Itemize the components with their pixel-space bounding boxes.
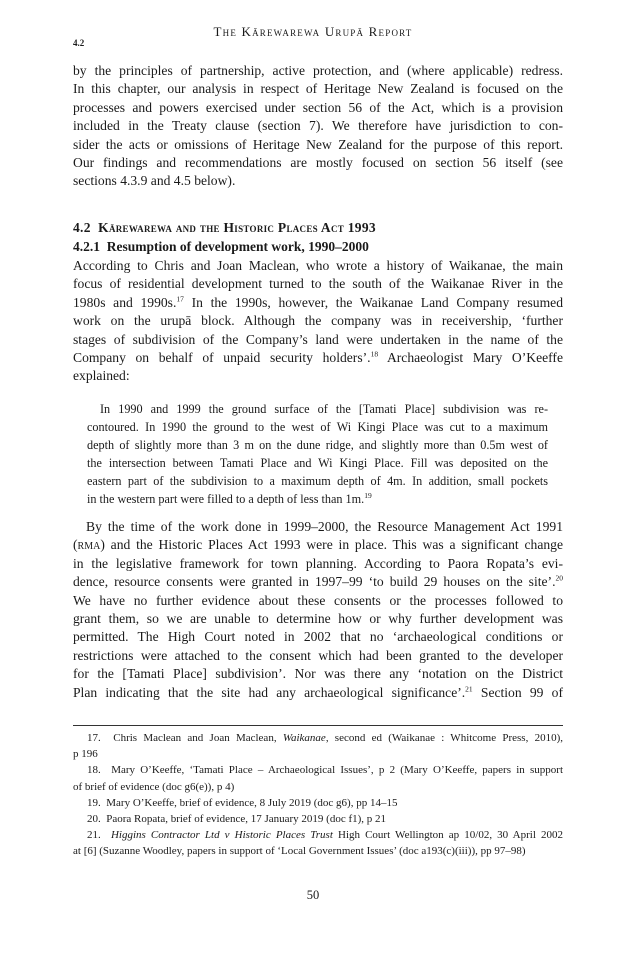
text-line: restrictions were attached to the consent which had been granted to the developer <box>73 647 563 663</box>
text-line: explained: <box>73 368 130 384</box>
text-line: in the legislative framework for town planning. According to Paora Ropata’s evi- <box>73 555 563 571</box>
footnote-divider <box>73 725 563 726</box>
footnotes <box>73 730 563 860</box>
text-line: Our findings and recommendations are mostly focused on section 56 itself (see <box>73 155 563 171</box>
text-line: included in the Treaty clause (section 7). We therefore have jurisdiction to con- <box>73 118 563 134</box>
footnote-number: 20. <box>87 813 101 826</box>
text-line: for the [Tamati Place] subdivision’. Nor was there any ‘notation on the District <box>73 666 563 682</box>
text-line: processes and powers exercised under section 56 of the Act, which is a provision <box>73 99 563 115</box>
text-line: eastern part of the subdivision to a maximum depth of 4m. In addition, small pockets <box>87 474 548 488</box>
footnote-19: 19. Mary O’Keeffe, brief of evidence, 8 July 2019 (doc g6), pp 14–15 <box>87 796 398 809</box>
subsection-number: 4.2.1 <box>73 239 100 254</box>
page-number: 50 <box>306 888 320 902</box>
text-line: permitted. The High Court noted in 2002 that no ‘archaeological conditions or <box>73 629 563 645</box>
text-line: sider the acts or omissions of Heritage New Zealand for the purpose of this report. <box>73 136 563 152</box>
section-title: Kārewarewa and the Historic Places Act 1993 <box>98 220 376 235</box>
footnote-number: 19. <box>87 796 101 809</box>
text-line: dence, resource consents were granted in 1997–99 ‘to build 29 houses on the site’.$^{20}$ <box>73 573 563 590</box>
footnote-number: 18. <box>87 764 101 777</box>
text-line: Plan indicating that the site had any archaeological significance’.$^{21}$ Section 99 of <box>73 684 563 700</box>
text-line: contoured. In 1990 the ground to the west of Wi Kingi Place was cut to a maximum <box>87 420 548 434</box>
text-line: in the western part were filled to a depth of less than 1m.$^{19}$ <box>87 490 372 506</box>
text-line: According to Chris and Joan Maclean, who wrote a history of Waikanae, the main <box>73 258 563 273</box>
abbreviation: rma <box>77 537 101 553</box>
text-line: stages of subdivision of the Company’s land were undertaken in the name of the <box>73 331 563 347</box>
body-paragraph-1 <box>73 62 563 191</box>
subsection-title: Resumption of development work, 1990–2000 <box>106 239 369 254</box>
text-line: depth of slightly more than 3 m on the dune ridge, and slightly more than 0.5m west of <box>87 438 548 452</box>
text-line: We have no further evidence about these consents or the processes followed to <box>73 592 563 608</box>
footnote-17: 17. Chris Maclean and Joan Maclean, Waikanae, second ed (Waikanae : Whitcome Press, 2010), p 196 <box>73 732 563 761</box>
text-line: by the principles of partnership, active protection, and (where applicable) redress. <box>73 63 563 78</box>
footnote-21: 21. Higgins Contractor Ltd v Historic Places Trust High Court Wellington ap 10/02, 30 April 2002 at [6] (Suzanne Woodley, papers in support of ‘Local Government Issues’ (doc a193(c)(iii)), pp 97–98) <box>73 829 563 858</box>
text-line: In this chapter, our analysis in respect of Heritage New Zealand is focused on the <box>73 81 563 97</box>
running-head: The Kārewarewa Urupā Report <box>213 24 413 39</box>
section-number: 4.2 <box>73 220 91 235</box>
body-paragraph-3 <box>73 518 563 702</box>
footnote-18: 18. Mary O’Keeffe, ‘Tamati Place – Archaeological Issues’, p 2 (Mary O’Keeffe, papers in support of brief of evidence (doc g6(e)), p 4) <box>73 764 563 793</box>
block-quote <box>87 400 548 508</box>
section-tag: 4.2 <box>73 38 85 48</box>
text-line: In 1990 and 1999 the ground surface of the [Tamati Place] subdivision was re- <box>100 402 548 416</box>
text-line: sections 4.3.9 and 4.5 below). <box>73 173 236 189</box>
section-heading <box>73 220 376 236</box>
text-line: focus of residential development turned to the south of the Waikanae River in the <box>73 276 563 292</box>
text-line: 1980s and 1990s.$^{17}$ In the 1990s, however, the Waikanae Land Company resumed <box>73 294 564 310</box>
text-line: Company on behalf of unpaid security holders’.$^{18}$ Archaeologist Mary O’Keeffe <box>73 349 563 366</box>
text-line: work on the urupā block. Although the company was in receivership, ‘further <box>73 313 563 329</box>
footnote-number: 17. <box>87 732 101 744</box>
footnote-ref: 19 <box>364 490 372 500</box>
footnote-ref: 18 <box>370 349 379 359</box>
subsection-heading <box>73 239 369 255</box>
body-paragraph-2 <box>73 257 563 386</box>
footnote-ref: 20 <box>555 573 563 583</box>
footnote-ref: 21 <box>465 684 473 694</box>
text-line: the intersection between Tamati Place and Wi Kingi Place. Fill was deposited on the <box>87 456 548 470</box>
text-line: (rma) and the Historic Places Act 1993 were in place. This was a significant change <box>73 537 563 553</box>
text-line: By the time of the work done in 1999–2000, the Resource Management Act 1991 <box>86 519 563 534</box>
footnote-ref: 17 <box>176 294 184 304</box>
footnote-number: 21. <box>87 829 101 842</box>
footnote-20: 20. Paora Ropata, brief of evidence, 17 January 2019 (doc f1), p 21 <box>87 813 387 826</box>
text-line: grant them, so we are unable to determine how or why further development was <box>73 611 563 627</box>
